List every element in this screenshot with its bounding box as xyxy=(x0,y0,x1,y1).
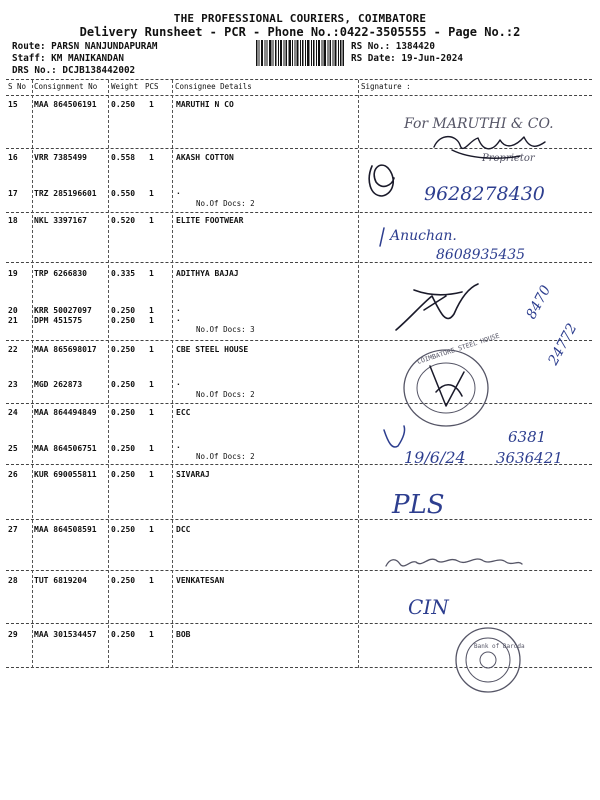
row-pcs: 1 xyxy=(149,100,154,109)
row-consignee: BOB xyxy=(176,630,191,639)
row-sno: 15 xyxy=(8,100,18,109)
maruthi-stamp-text: For MARUTHI & CO. xyxy=(404,116,554,132)
rs-number: RS No.: 1384420 xyxy=(351,41,435,52)
date-row25: 19/6/24 xyxy=(404,448,466,467)
row-weight: 0.250 xyxy=(111,380,136,389)
row-weight: 0.250 xyxy=(111,345,136,354)
rs-date: RS Date: 19-Jun-2024 xyxy=(351,53,463,64)
col-consignment: Consignment No xyxy=(34,82,98,91)
row-weight: 0.520 xyxy=(111,216,136,225)
phone-number-row18: 8608935435 xyxy=(436,247,526,263)
company-name: THE PROFESSIONAL COURIERS, COIMBATORE xyxy=(173,12,427,25)
row-pcs: 1 xyxy=(149,189,154,198)
seal-bank-text: Bank of Baroda xyxy=(474,643,525,650)
runsheet-title: Delivery Runsheet - PCR - Phone No.:0422-3505555 - Page No.:2 xyxy=(79,25,521,39)
row-weight: 0.250 xyxy=(111,630,136,639)
row-weight: 0.550 xyxy=(111,189,136,198)
row-pcs: 1 xyxy=(149,153,154,162)
row-consignment: TRZ 285196601 xyxy=(34,189,97,198)
row-consignee: . xyxy=(176,187,181,196)
row-weight: 0.335 xyxy=(111,269,136,278)
row-consignment: TUT 6819204 xyxy=(34,576,87,585)
row-sno: 21 xyxy=(8,316,18,325)
staff-label: Staff: KM MANIKANDAN xyxy=(12,53,124,64)
row-sno: 16 xyxy=(8,153,18,162)
docs-count: No.Of Docs: 2 xyxy=(196,390,255,399)
row-consignee: MARUTHI N CO xyxy=(176,100,234,109)
row-weight: 0.250 xyxy=(111,444,136,453)
note-row25b: 3636421 xyxy=(496,449,563,467)
signature-dcc xyxy=(386,559,522,566)
docs-count: No.Of Docs: 2 xyxy=(196,199,255,208)
signature-venkatesan: CIN xyxy=(408,595,449,619)
row-consignment: NKL 3397167 xyxy=(34,216,87,225)
row-consignee: . xyxy=(176,441,181,450)
row-consignee: ADITHYA BAJAJ xyxy=(176,269,239,278)
row-sno: 27 xyxy=(8,525,18,534)
row-weight: 0.250 xyxy=(111,408,136,417)
row-consignment: MGD 262873 xyxy=(34,380,83,389)
row-pcs: 1 xyxy=(149,576,154,585)
row-weight: 0.250 xyxy=(111,316,136,325)
row-weight: 0.250 xyxy=(111,576,136,585)
row-pcs: 1 xyxy=(149,408,154,417)
row-consignment: VRR 7385499 xyxy=(34,153,87,162)
col-weight: Weight xyxy=(111,82,139,91)
row-pcs: 1 xyxy=(149,444,154,453)
receiver-name-row18: Anuchan. xyxy=(390,228,457,244)
row-pcs: 1 xyxy=(149,216,154,225)
row-consignment: MAA 301534457 xyxy=(34,630,97,639)
row-pcs: 1 xyxy=(149,269,154,278)
row-consignment: KUR 690055811 xyxy=(34,470,97,479)
row-weight: 0.250 xyxy=(111,470,136,479)
col-consignee: Consignee Details xyxy=(175,82,252,91)
col-signature: Signature : xyxy=(361,82,411,91)
row-sno: 25 xyxy=(8,444,18,453)
row-weight: 0.558 xyxy=(111,153,136,162)
row-weight: 0.250 xyxy=(111,100,136,109)
row-consignee: . xyxy=(176,314,181,323)
row-consignee: SIVARAJ xyxy=(176,470,210,479)
row-sno: 20 xyxy=(8,306,18,315)
row-weight: 0.250 xyxy=(111,525,136,534)
row-pcs: 1 xyxy=(149,630,154,639)
row-consignee: DCC xyxy=(176,525,191,534)
row-consignee: . xyxy=(176,304,181,313)
row-consignment: MAA 864506751 xyxy=(34,444,97,453)
row-consignee: ECC xyxy=(176,408,191,417)
row-consignee: VENKATESAN xyxy=(176,576,225,585)
row-sno: 19 xyxy=(8,269,18,278)
row-sno: 23 xyxy=(8,380,18,389)
row-consignment: DPM 451575 xyxy=(34,316,83,325)
note-row21: 24772 xyxy=(545,321,581,368)
row-weight: 0.250 xyxy=(111,306,136,315)
row-sno: 17 xyxy=(8,189,18,198)
bank-seal xyxy=(456,628,525,692)
row-consignment: MAA 864494849 xyxy=(34,408,97,417)
row-pcs: 1 xyxy=(149,306,154,315)
proprietor-text: Proprietor xyxy=(482,153,535,164)
row-pcs: 1 xyxy=(149,525,154,534)
row-pcs: 1 xyxy=(149,380,154,389)
phone-number-row17: 9628278430 xyxy=(424,183,545,205)
col-pcs: PCS xyxy=(145,82,159,91)
row-consignment: KRR 50027097 xyxy=(34,306,92,315)
row-consignment: MAA 865698017 xyxy=(34,345,97,354)
row-consignee: ELITE FOOTWEAR xyxy=(176,216,244,225)
col-sno: S No xyxy=(8,82,27,91)
signature-adithya xyxy=(396,284,478,330)
row-consignment: MAA 864508591 xyxy=(34,525,97,534)
steel-house-seal xyxy=(404,332,501,426)
row-consignee: AKASH COTTON xyxy=(176,153,234,162)
row-sno: 18 xyxy=(8,216,18,225)
row-pcs: 1 xyxy=(149,316,154,325)
row-sno: 29 xyxy=(8,630,18,639)
docs-count: No.Of Docs: 2 xyxy=(196,452,255,461)
row-pcs: 1 xyxy=(149,345,154,354)
row-consignment: MAA 864506191 xyxy=(34,100,97,109)
note-row25a: 6381 xyxy=(508,428,547,446)
drs-number: DRS No.: DCJB138442002 xyxy=(12,65,136,76)
row-sno: 26 xyxy=(8,470,18,479)
row-sno: 22 xyxy=(8,345,18,354)
seal-steel-text: COIMBATORE STEEL HOUSE xyxy=(416,331,501,366)
note-row20: 8470 xyxy=(523,282,555,322)
row-consignee: CBE STEEL HOUSE xyxy=(176,345,249,354)
docs-count: No.Of Docs: 3 xyxy=(196,325,255,334)
signature-sivaraj: PLS xyxy=(392,490,445,520)
route-label: Route: PARSN NANJUNDAPURAM xyxy=(12,41,158,52)
row-sno: 24 xyxy=(8,408,18,417)
row-consignee: . xyxy=(176,378,181,387)
row-pcs: 1 xyxy=(149,470,154,479)
row-sno: 28 xyxy=(8,576,18,585)
signature-akash xyxy=(369,165,394,196)
row-consignment: TRP 6266830 xyxy=(34,269,87,278)
